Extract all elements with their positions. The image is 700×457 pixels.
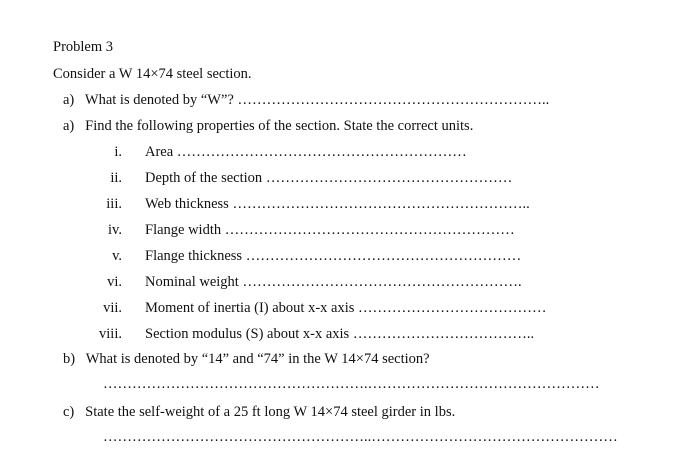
question-a2-text: Find the following properties of the section. State the correct units. [85,118,474,134]
question-c-label: c) [63,404,75,420]
question-a1-text: What is denoted by “W”? [84,92,234,108]
item-dots: …………………………………………………. [242,274,522,290]
item-dots: …………………………………………………….. [232,196,530,212]
item-label: Section modulus (S) about x-x axis [145,326,350,342]
question-a2-label: a) [63,118,75,134]
list-item [145,325,534,343]
list-item [145,273,522,291]
item-label: Moment of inertia (I) about x-x axis [145,300,355,316]
item-number: vi. [107,274,122,290]
list-item [145,143,467,161]
question-a2 [63,117,473,135]
item-dots: ……………………………….. [352,326,535,342]
list-item [145,195,530,213]
question-b-answer-line: ……………………………………………….………………………………………… [103,376,600,392]
item-label: Flange thickness [145,248,243,264]
question-c [63,403,455,421]
list-item [145,169,512,187]
item-label: Depth of the section [145,170,263,186]
item-label: Area [145,144,174,160]
question-a1 [63,91,549,109]
item-dots: ………………………………… [358,300,547,316]
problem-intro: Consider a W 14×74 steel section. [53,66,252,82]
list-item [145,299,547,317]
item-dots: …………………………………………………… [224,222,515,238]
item-dots: …………………………………………………… [176,144,467,160]
item-label: Web thickness [145,196,229,212]
problem-title: Problem 3 [53,39,114,55]
item-dots: ………………………………………………… [245,248,522,264]
item-number: i. [114,144,122,160]
item-number: iii. [106,196,122,212]
item-number: viii. [99,326,122,342]
question-b-text: What is denoted by “14” and “74” in the W 14×74 section? [85,351,430,367]
question-b-label: b) [63,351,76,367]
question-a1-label: a) [63,92,75,108]
question-c-text: State the self-weight of a 25 ft long W 14×74 steel girder in lbs. [85,404,456,420]
question-b [63,350,430,368]
item-dots: …………………………………………… [265,170,513,186]
item-number: ii. [110,170,122,186]
item-number: vii. [103,300,122,316]
list-item [145,247,521,265]
item-number: iv. [108,222,122,238]
item-number: v. [112,248,122,264]
item-label: Nominal weight [145,274,239,290]
list-item [145,221,515,239]
item-label: Flange width [145,222,222,238]
question-a1-dots: ……………………………………………………….. [237,92,550,108]
question-c-answer-line: ………………………………………………..…………………………………………… [103,429,618,445]
